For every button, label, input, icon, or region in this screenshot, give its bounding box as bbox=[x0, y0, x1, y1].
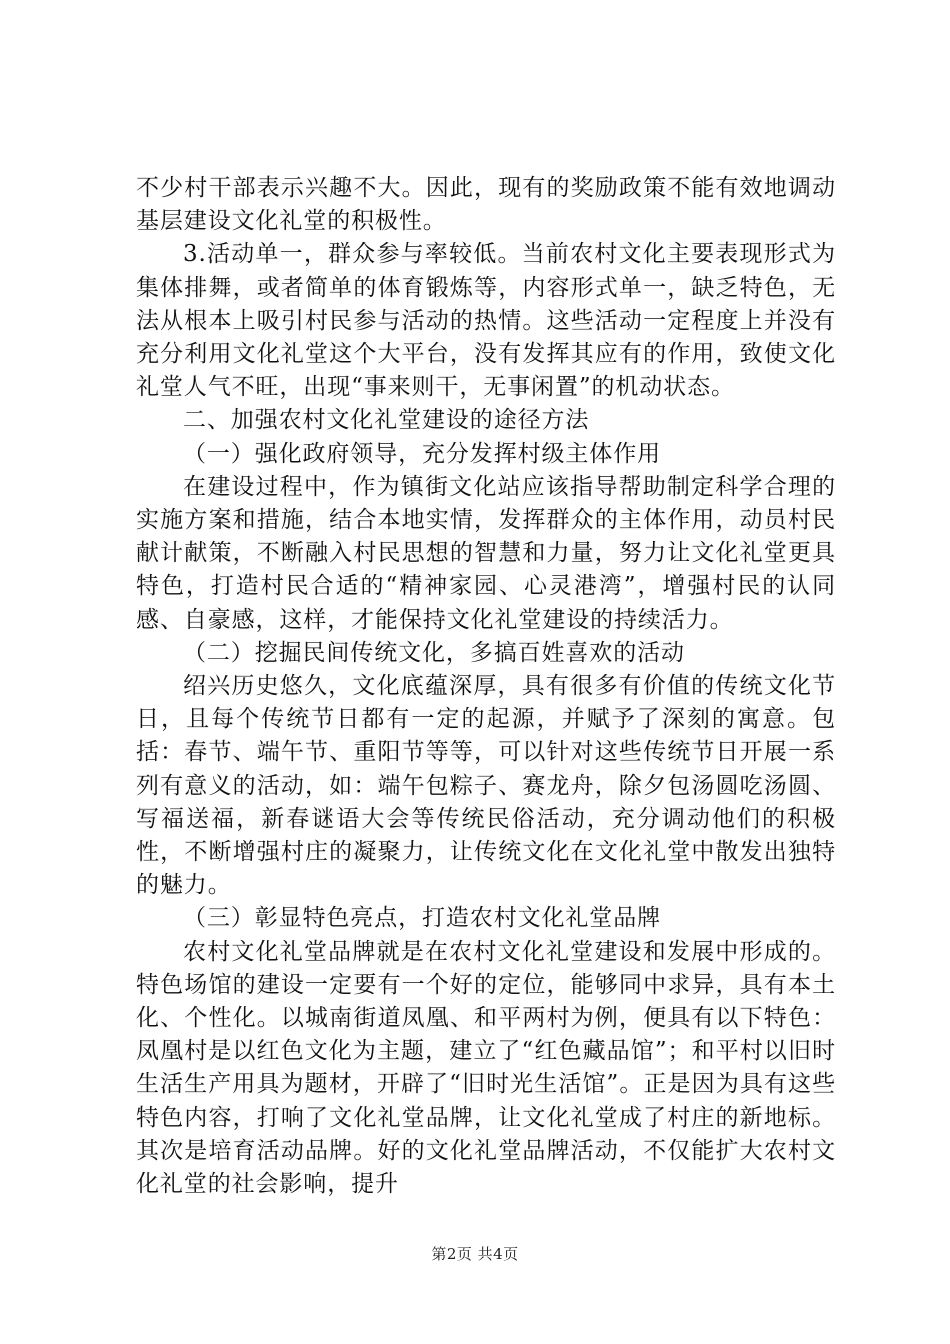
paragraph: 3.活动单一，群众参与率较低。当前农村文化主要表现形式为集体排舞，或者简单的体育锻炼等，内容形式单一，缺乏特色，无法从根本上吸引村民参与活动的热情。这些活动一定程度上并没有充分利用文化礼堂这个大平台，没有发挥其应有的作用，致使文化礼堂人气不旺，出现“事来则干，无事闲置”的机动状态。 bbox=[136, 241, 836, 401]
subsection-heading: （一）强化政府领导，充分发挥村级主体作用 bbox=[183, 440, 661, 467]
section-heading: 二、加强农村文化礼堂建设的途径方法 bbox=[183, 407, 590, 434]
paragraph: 绍兴历史悠久，文化底蕴深厚，具有很多有价值的传统文化节日，且每个传统节日都有一定的起源，并赋予了深刻的寓意。包括：春节、端午节、重阳节等等，可以针对这些传统节日开展一系列有意义的活动，如：端午包粽子、赛龙舟，除夕包汤圆吃汤圆、写福送福，新春谜语大会等传统民俗活动，充分调动他们的积极性，不断增强村庄的凝聚力，让传统文化在文化礼堂中散发出独特的魅力。 bbox=[136, 673, 836, 899]
document-body bbox=[136, 172, 836, 1201]
paragraph: 在建设过程中，作为镇街文化站应该指导帮助制定科学合理的实施方案和措施，结合本地实情，发挥群众的主体作用，动员村民献计献策，不断融入村民思想的智慧和力量，努力让文化礼堂更具特色，打造村民合适的“精神家园、心灵港湾”，增强村民的认同感、自豪感，这样，才能保持文化礼堂建设的持续活力。 bbox=[136, 473, 836, 633]
paragraph: 农村文化礼堂品牌就是在农村文化礼堂建设和发展中形成的。特色场馆的建设一定要有一个好的定位，能够同中求异，具有本土化、个性化。以城南街道凤凰、和平两村为例，便具有以下特色：凤凰村是以红色文化为主题，建立了“红色藏品馆”；和平村以旧时生活生产用具为题材，开辟了“旧时光生活馆”。正是因为具有这些特色内容，打响了文化礼堂品牌，让文化礼堂成了村庄的新地标。其次是培育活动品牌。好的文化礼堂品牌活动，不仅能扩大农村文化礼堂的社会影响，提升 bbox=[136, 938, 836, 1198]
page-number-footer: 第2页 共4页 bbox=[431, 1245, 519, 1263]
subsection-heading: （三）彰显特色亮点，打造农村文化礼堂品牌 bbox=[183, 905, 661, 932]
paragraph: 不少村干部表示兴趣不大。因此，现有的奖励政策不能有效地调动基层建设文化礼堂的积极性。 bbox=[136, 175, 836, 235]
subsection-heading: （二）挖掘民间传统文化，多搞百姓喜欢的活动 bbox=[183, 639, 685, 666]
